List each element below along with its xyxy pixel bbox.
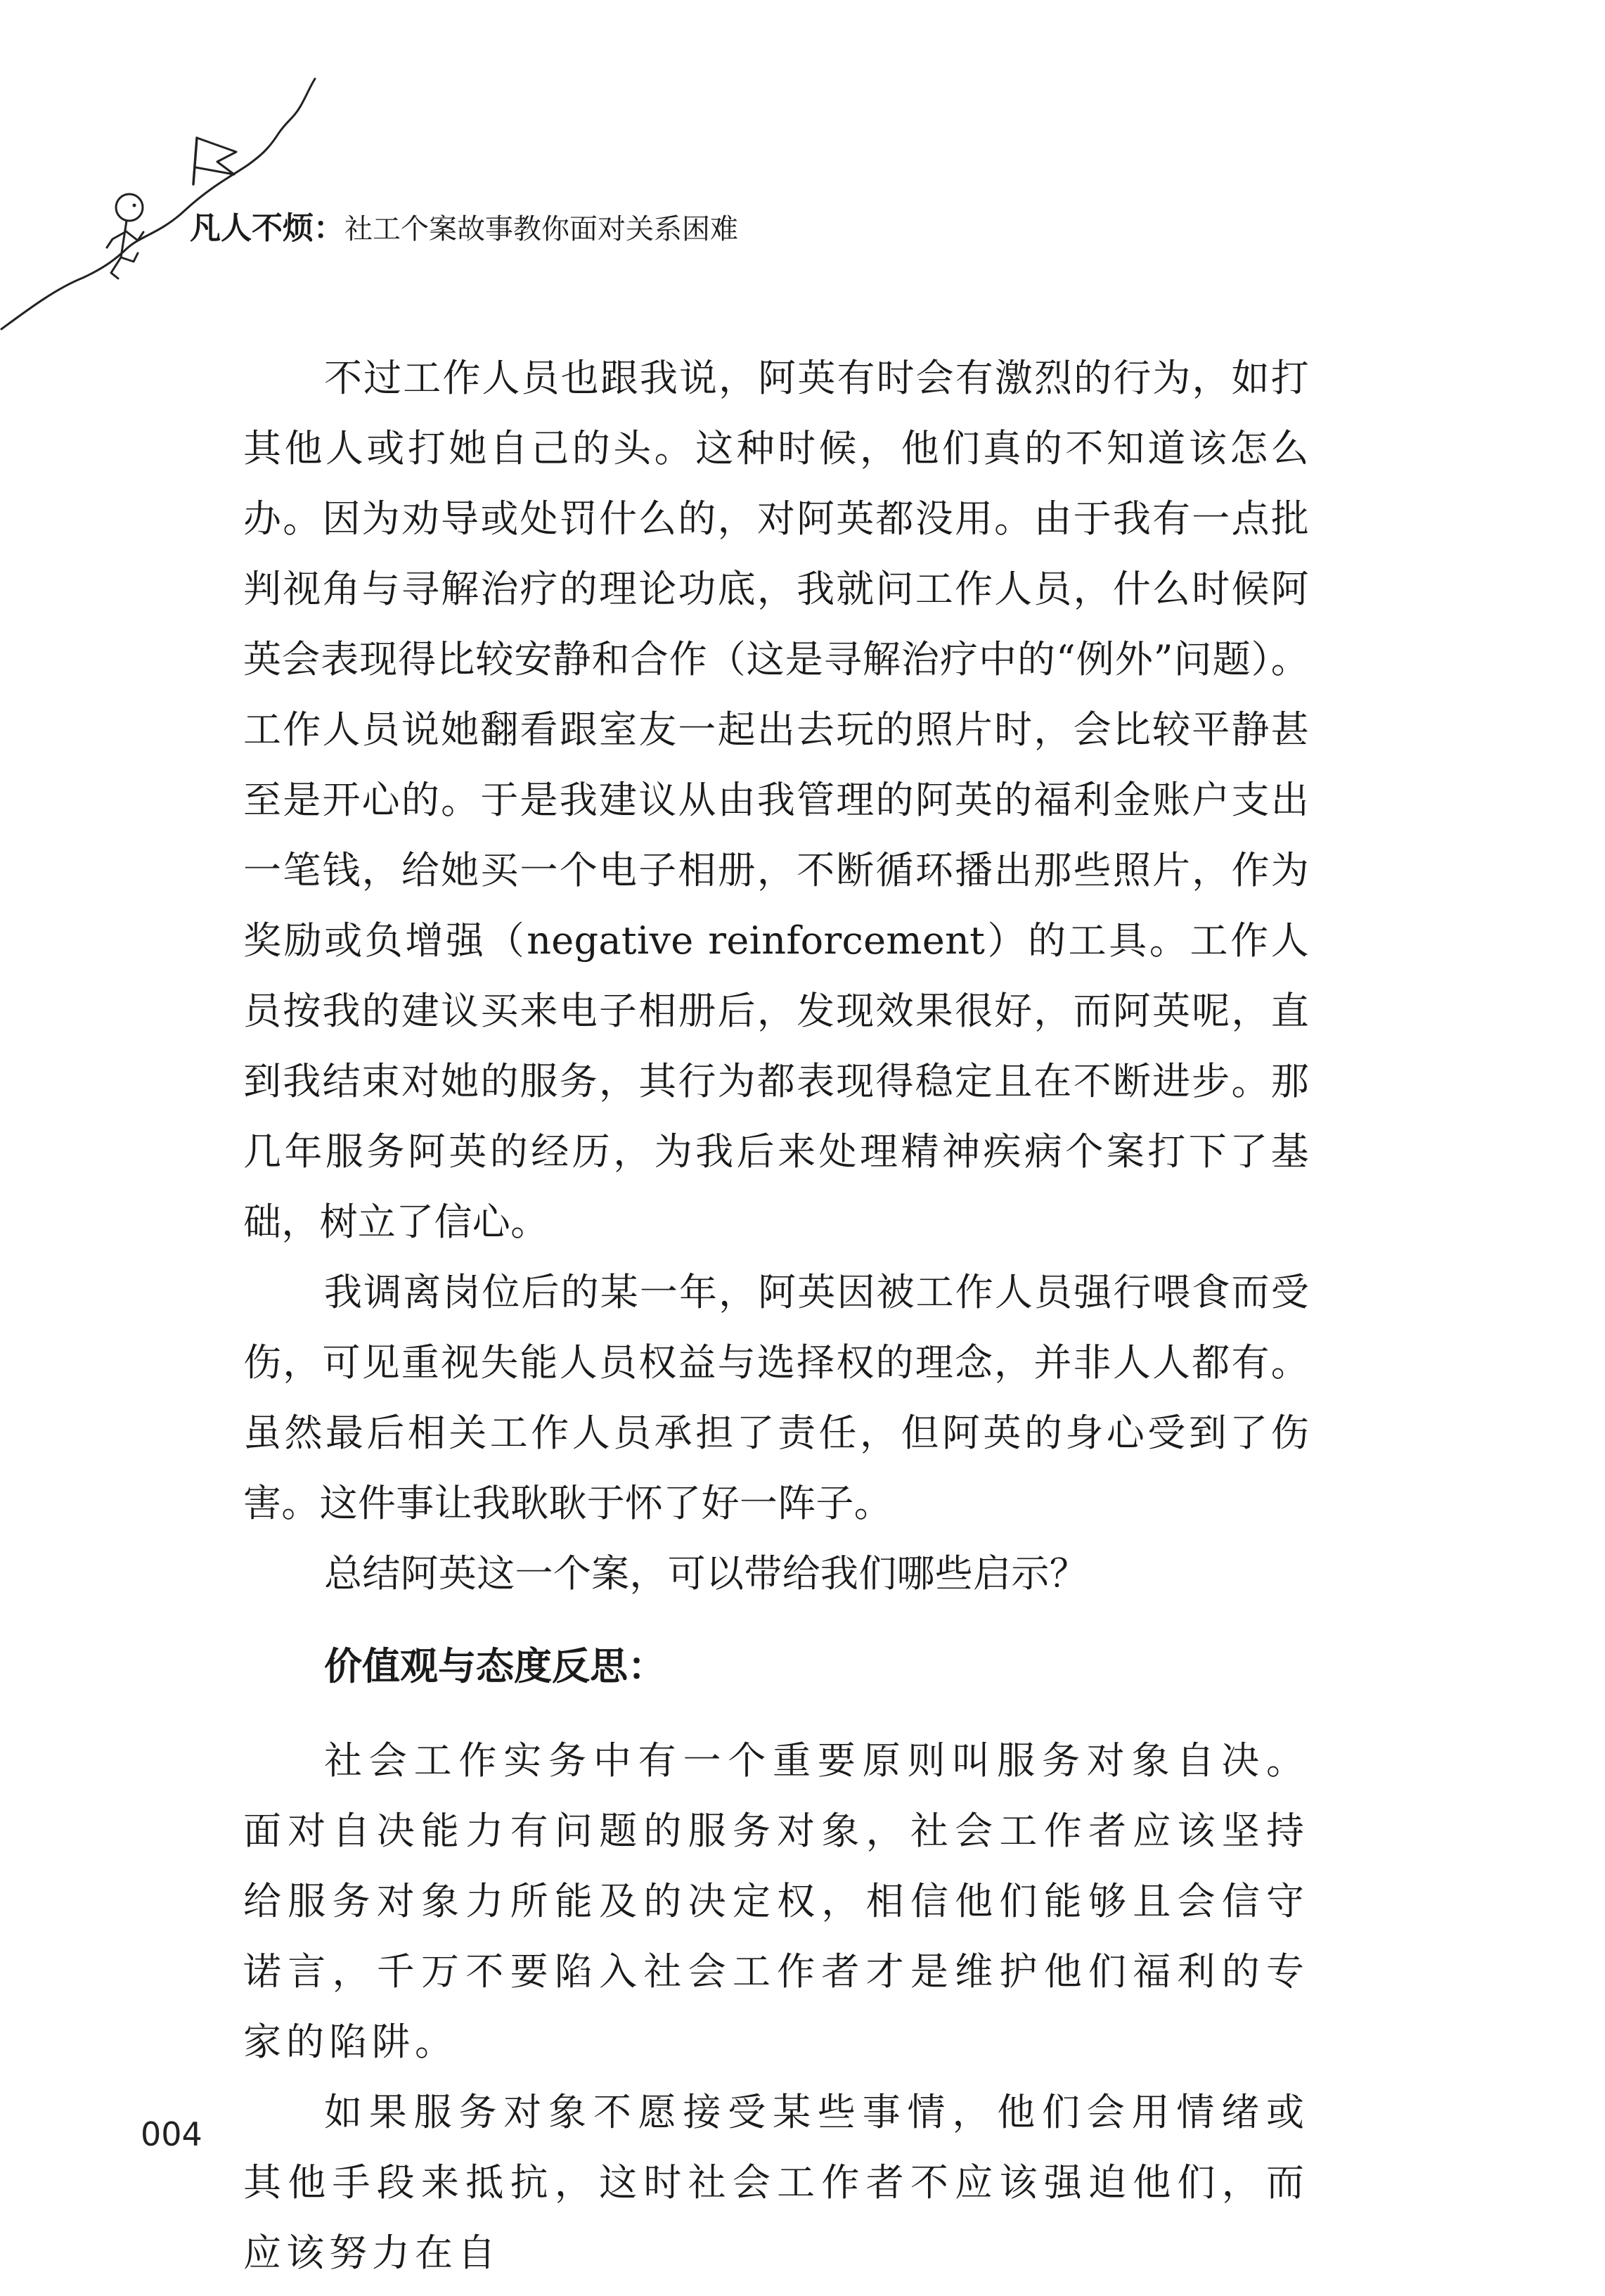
body-text: [243, 343, 1309, 2288]
paragraph: 如果服务对象不愿接受某些事情，他们会用情绪或其他手段来抵抗，这时社会工作者不应该强迫他们，而应该努力在自: [243, 2090, 1309, 2275]
paragraph: 社会工作实务中有一个重要原则叫服务对象自决。面对自决能力有问题的服务对象，社会工作者应该坚持给服务对象力所能及的决定权，相信他们能够且会信守诺言，千万不要陷入社会工作者才是维护他们福利的专家的陷阱。: [243, 1738, 1309, 2064]
paragraph: 总结阿英这一个案，可以带给我们哪些启示？: [324, 1551, 1088, 1596]
page-number: 004: [141, 2115, 202, 2153]
stick-figure-climbing-mountain-with-flag-icon: [0, 0, 366, 352]
book-title-bold: 凡人不烦：: [190, 210, 344, 246]
paragraph: 我调离岗位后的某一年，阿英因被工作人员强行喂食而受伤，可见重视失能人员权益与选择权的理念，并非人人都有。虽然最后相关工作人员承担了责任，但阿英的身心受到了伤害。这件事让我耿耿于怀了好一阵子。: [243, 1270, 1309, 1525]
book-title-subtitle: 社工个案故事教你面对关系困难: [344, 213, 738, 245]
section-heading: 价值观与态度反思：: [324, 1644, 666, 1688]
running-head: [190, 207, 738, 250]
paragraph: 不过工作人员也跟我说，阿英有时会有激烈的行为，如打其他人或打她自己的头。这种时候，他们真的不知道该怎么办。因为劝导或处罚什么的，对阿英都没用。由于我有一点批判视角与寻解治疗的理论功底，我就问工作人员，什么时候阿英会表现得比较安静和合作（这是寻解治疗中的“例外”问题）。工作人员说她翻看跟室友一起出去玩的照片时，会比较平静甚至是开心的。于是我建议从由我管理的阿英的福利金账户支出一笔钱，给她买一个电子相册，不断循环播出那些照片，作为奖励或负增强（negative reinforcement）的工具。工作人员按我的建议买来电子相册后，发现效果很好，而阿英呢，直到我结束对她的服务，其行为都表现得稳定且在不断进步。那几年服务阿英的经历，为我后来处理精神疾病个案打下了基础，树立了信心。: [243, 356, 1309, 1244]
